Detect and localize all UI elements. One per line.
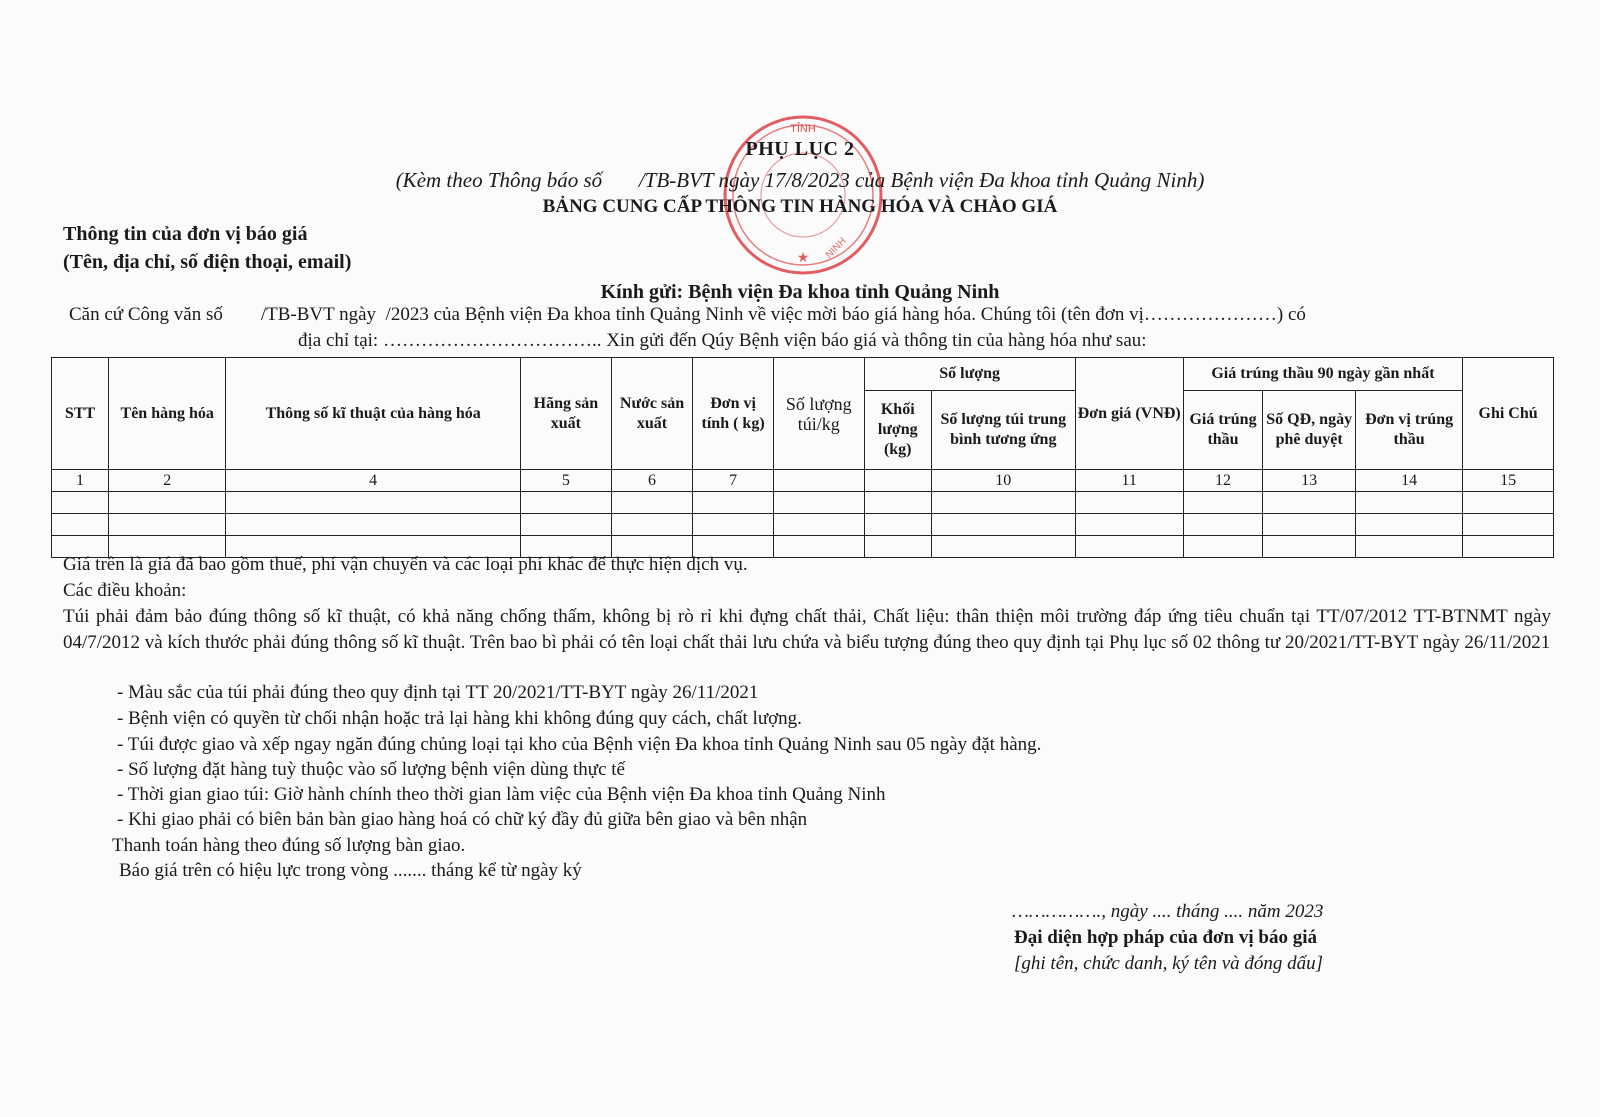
col-num: 1	[52, 470, 109, 492]
table-cell	[931, 536, 1075, 558]
table-cell	[521, 514, 612, 536]
col-num: 12	[1183, 470, 1263, 492]
table-cell	[1183, 514, 1263, 536]
header-decision-no: Số QĐ, ngày phê duyệt	[1263, 391, 1356, 470]
quotation-table	[51, 357, 1554, 558]
col-num: 11	[1075, 470, 1183, 492]
attachment-note: (Kèm theo Thông báo số /TB-BVT ngày 17/8/2023 của Bệnh viện Đa khoa tỉnh Quảng Ninh)	[395, 168, 1205, 192]
header-weight: Khối lượng (kg)	[864, 391, 931, 470]
table-cell	[1356, 492, 1463, 514]
header-winning-price: Giá trúng thầu	[1183, 391, 1263, 470]
table-row	[52, 514, 1554, 536]
column-number-row	[52, 470, 1554, 492]
header-unit: Đơn vị tính ( kg)	[693, 358, 774, 470]
table-cell	[521, 492, 612, 514]
col-num: 5	[521, 470, 612, 492]
header-winning-unit: Đơn vị trúng thầu	[1356, 391, 1463, 470]
table-cell	[931, 514, 1075, 536]
table-cell	[1263, 514, 1356, 536]
table-cell	[693, 492, 774, 514]
col-num: 15	[1463, 470, 1554, 492]
supplier-info-heading: Thông tin của đơn vị báo giá	[63, 223, 308, 245]
table-cell	[1263, 536, 1356, 558]
col-num: 7	[693, 470, 774, 492]
table-cell	[773, 492, 864, 514]
table-cell	[773, 536, 864, 558]
table-cell	[1263, 492, 1356, 514]
table-cell	[1463, 536, 1554, 558]
payment-term: Thanh toán hàng theo đúng số lượng bàn giao.	[112, 835, 466, 856]
validity-term: Báo giá trên có hiệu lực trong vòng ....... tháng kể từ ngày ký	[119, 860, 582, 881]
table-cell	[864, 536, 931, 558]
form-title: BẢNG CUNG CẤP THÔNG TIN HÀNG HÓA VÀ CHÀO GIÁ	[542, 196, 1058, 217]
signature-title: Đại diện hợp pháp của đơn vị báo giá	[1014, 927, 1317, 948]
term-bullet: - Số lượng đặt hàng tuỳ thuộc vào số lượng bệnh viện dùng thực tế	[117, 759, 625, 780]
table-cell	[931, 492, 1075, 514]
header-qty-per-kg: Số lượng túi/kg	[773, 358, 864, 470]
header-avg-bags: Số lượng túi trung bình tương ứng	[931, 391, 1075, 470]
header-name: Tên hàng hóa	[109, 358, 226, 470]
table-cell	[1183, 492, 1263, 514]
col-num: 2	[109, 470, 226, 492]
price-note: Giá trên là giá đã bao gồm thuế, phí vận chuyển và các loại phí khác để thực hiện dịch vụ.	[63, 554, 748, 575]
table-cell	[1183, 536, 1263, 558]
table-cell	[693, 514, 774, 536]
header-spec: Thông số kĩ thuật của hàng hóa	[226, 358, 521, 470]
table-cell	[1075, 492, 1183, 514]
header-unit-price: Đơn giá (VNĐ)	[1075, 358, 1183, 470]
stamp-text-bottom: NINH	[823, 235, 849, 261]
table-cell	[864, 492, 931, 514]
signature-date-line: ……………., ngày .... tháng .... năm 2023	[1012, 901, 1324, 922]
table-cell	[109, 492, 226, 514]
table-cell	[52, 492, 109, 514]
term-bullet: - Màu sắc của túi phải đúng theo quy định tại TT 20/2021/TT-BYT ngày 26/11/2021	[117, 682, 759, 703]
red-stamp-seal	[718, 110, 888, 280]
supplier-info-hint: (Tên, địa chỉ, số điện thoại, email)	[63, 251, 352, 273]
term-bullet: - Thời gian giao túi: Giờ hành chính theo thời gian làm việc của Bệnh viện Đa khoa tỉnh Quảng Ninh	[117, 784, 886, 805]
table-cell	[1463, 514, 1554, 536]
recipient-line: Kính gửi: Bệnh viện Đa khoa tỉnh Quảng Ninh	[600, 281, 1000, 303]
table-cell	[1075, 514, 1183, 536]
terms-heading: Các điều khoản:	[63, 580, 187, 601]
table-cell	[1356, 536, 1463, 558]
header-notes: Ghi Chú	[1463, 358, 1554, 470]
table-cell	[611, 514, 693, 536]
intro-line-2: địa chỉ tại: …………………………….. Xin gửi đến Qúy Bệnh viện báo giá và thông tin của hàng hóa như sau:	[298, 330, 1147, 351]
term-bullet: - Khi giao phải có biên bản bàn giao hàng hoá có chữ ký đầy đủ giữa bên giao và bên nhận	[117, 809, 808, 830]
appendix-title: PHỤ LỤC 2	[745, 138, 855, 160]
header-manufacturer: Hãng sản xuất	[521, 358, 612, 470]
table-cell	[1463, 492, 1554, 514]
header-winning-group: Giá trúng thầu 90 ngày gần nhất	[1183, 358, 1462, 391]
table-cell	[109, 514, 226, 536]
svg-text:★: ★	[796, 251, 810, 266]
table-row	[52, 492, 1554, 514]
col-num: 13	[1263, 470, 1356, 492]
table-cell	[52, 514, 109, 536]
header-quantity-group: Số lượng	[864, 358, 1075, 391]
table-cell	[226, 492, 521, 514]
table-cell	[1075, 536, 1183, 558]
col-num: 4	[226, 470, 521, 492]
term-bullet: - Bệnh viện có quyền từ chối nhận hoặc trả lại hàng khi không đúng quy cách, chất lượng.	[117, 708, 802, 729]
col-num	[773, 470, 864, 492]
empty-rows	[52, 492, 1554, 558]
signature-note: [ghi tên, chức danh, ký tên và đóng dấu]	[1014, 953, 1324, 974]
table-cell	[864, 514, 931, 536]
col-num: 6	[611, 470, 693, 492]
col-num	[864, 470, 931, 492]
table-cell	[611, 492, 693, 514]
table-cell	[773, 514, 864, 536]
table-cell	[1356, 514, 1463, 536]
terms-paragraph: Túi phải đảm bảo đúng thông số kĩ thuật, có khả năng chống thấm, không bị rò rỉ khi đựng chất thải, Chất liệu: thân thiện môi trường đáp ứng tiêu chuẩn tại TT/07/2012 TT-BTNMT ngày 04/7/2012 và kích thước phải đúng thông số kĩ thuật. Trên bao bì phải có tên loại chất thải lưu chứa và biểu tượng đúng theo quy định tại Phụ lục số 02 thông tư 20/2021/TT-BYT ngày 26/11/2021	[63, 606, 1551, 653]
table-cell	[226, 514, 521, 536]
header-country: Nước sản xuất	[611, 358, 693, 470]
col-num: 10	[931, 470, 1075, 492]
col-num: 14	[1356, 470, 1463, 492]
intro-line-1: Căn cứ Công văn số /TB-BVT ngày /2023 của Bệnh viện Đa khoa tỉnh Quảng Ninh về việc mời báo giá hàng hóa. Chúng tôi (tên đơn vị…………………) có	[69, 304, 1306, 325]
header-stt: STT	[52, 358, 109, 470]
term-bullet: - Túi được giao và xếp ngay ngăn đúng chủng loại tại kho của Bệnh viện Đa khoa tỉnh Quảng Ninh sau 05 ngày đặt hàng.	[117, 734, 1042, 755]
stamp-text-top: TỈNH	[790, 123, 816, 135]
